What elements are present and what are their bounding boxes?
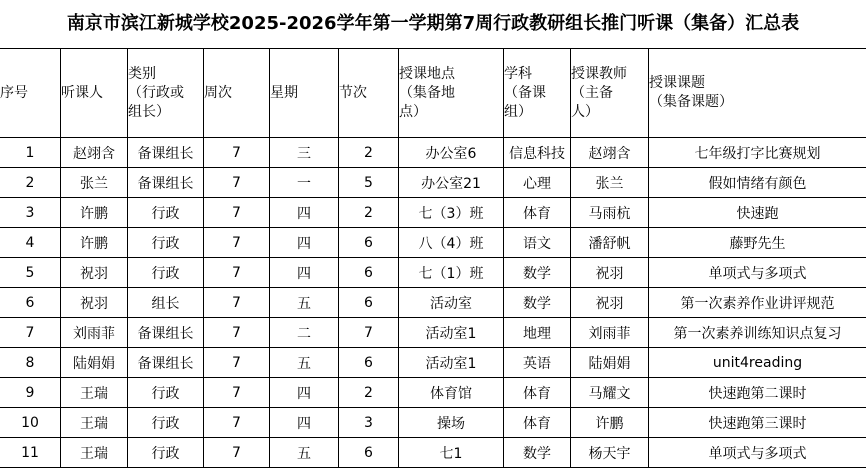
- cell-week: 7: [204, 138, 270, 168]
- cell-teacher: 祝羽: [571, 288, 649, 318]
- cell-weekday: 四: [270, 378, 339, 408]
- cell-category: 行政: [128, 378, 204, 408]
- cell-week: 7: [204, 378, 270, 408]
- cell-observer: 陆娟娟: [61, 348, 128, 378]
- header-col-index: [0, 49, 61, 138]
- cell-index: 7: [0, 318, 61, 348]
- table-row: [0, 348, 866, 378]
- cell-topic: 假如情绪有颜色: [649, 168, 866, 198]
- cell-week: 7: [204, 438, 270, 468]
- cell-location: 七（1）班: [399, 258, 504, 288]
- cell-period: 5: [339, 168, 399, 198]
- cell-topic: 快速跑第二课时: [649, 378, 866, 408]
- cell-observer: 王瑞: [61, 408, 128, 438]
- cell-index: 3: [0, 198, 61, 228]
- cell-category: 组长: [128, 288, 204, 318]
- header-col-topic: [649, 49, 866, 138]
- cell-weekday: 五: [270, 348, 339, 378]
- cell-subject: 地理: [504, 318, 571, 348]
- cell-week: 7: [204, 348, 270, 378]
- header-text: 序号: [0, 84, 28, 101]
- header-col-weekday: [270, 49, 339, 138]
- cell-subject: 心理: [504, 168, 571, 198]
- cell-index: 5: [0, 258, 61, 288]
- cell-category: 备课组长: [128, 138, 204, 168]
- header-text: 听课人: [61, 84, 103, 101]
- cell-index: 8: [0, 348, 61, 378]
- cell-location: 操场: [399, 408, 504, 438]
- header-text: 组长）: [128, 103, 170, 120]
- cell-location: 活动室1: [399, 318, 504, 348]
- table-row: [0, 258, 866, 288]
- cell-period: 6: [339, 258, 399, 288]
- cell-topic: 第一次素养训练知识点复习: [649, 318, 866, 348]
- table-row: [0, 228, 866, 258]
- cell-teacher: 赵翊含: [571, 138, 649, 168]
- cell-topic: 快速跑第三课时: [649, 408, 866, 438]
- cell-category: 行政: [128, 228, 204, 258]
- cell-index: 6: [0, 288, 61, 318]
- header-text: 周次: [204, 84, 232, 101]
- cell-period: 7: [339, 318, 399, 348]
- table-body: [0, 138, 866, 468]
- cell-category: 行政: [128, 198, 204, 228]
- cell-period: 6: [339, 228, 399, 258]
- header-text: 类别: [128, 65, 156, 82]
- cell-period: 6: [339, 438, 399, 468]
- cell-observer: 王瑞: [61, 378, 128, 408]
- header-col-location: [399, 49, 504, 138]
- header-text: （集备课题）: [649, 94, 733, 110]
- cell-teacher: 杨天宇: [571, 438, 649, 468]
- header-text: （集备地: [399, 84, 455, 101]
- cell-category: 备课组长: [128, 348, 204, 378]
- cell-weekday: 四: [270, 198, 339, 228]
- cell-weekday: 四: [270, 228, 339, 258]
- cell-location: 体育馆: [399, 378, 504, 408]
- table-row: [0, 378, 866, 408]
- cell-topic: 第一次素养作业讲评规范: [649, 288, 866, 318]
- cell-weekday: 四: [270, 408, 339, 438]
- cell-topic: unit4reading: [649, 348, 866, 378]
- cell-subject: 数学: [504, 438, 571, 468]
- cell-week: 7: [204, 228, 270, 258]
- header-col-category: [128, 49, 204, 138]
- cell-period: 2: [339, 378, 399, 408]
- header-text: （行政或: [128, 84, 184, 101]
- cell-location: 活动室: [399, 288, 504, 318]
- cell-location: 七（3）班: [399, 198, 504, 228]
- cell-weekday: 二: [270, 318, 339, 348]
- table-row: [0, 198, 866, 228]
- header-text: （主备: [571, 84, 613, 101]
- header-col-period: [339, 49, 399, 138]
- header-text: 节次: [339, 84, 367, 101]
- cell-observer: 许鹏: [61, 228, 128, 258]
- table-row: [0, 408, 866, 438]
- cell-weekday: 三: [270, 138, 339, 168]
- cell-teacher: 张兰: [571, 168, 649, 198]
- header-text: 组）: [504, 103, 532, 120]
- header-text: 授课地点: [399, 65, 455, 82]
- page-title: 南京市滨江新城学校2025-2026学年第一学期第7周行政教研组长推门听课（集备）汇总表: [66, 13, 800, 34]
- table-row: [0, 288, 866, 318]
- cell-index: 11: [0, 438, 61, 468]
- cell-topic: 快速跑: [649, 198, 866, 228]
- cell-location: 活动室1: [399, 348, 504, 378]
- cell-topic: 七年级打字比赛规划: [649, 138, 866, 168]
- header-col-week: [204, 49, 270, 138]
- cell-weekday: 四: [270, 258, 339, 288]
- header-text: 星期: [270, 84, 298, 101]
- table-row: [0, 318, 866, 348]
- cell-location: 办公室21: [399, 168, 504, 198]
- header-text: 人）: [571, 103, 599, 120]
- cell-subject: 体育: [504, 408, 571, 438]
- cell-observer: 祝羽: [61, 288, 128, 318]
- cell-subject: 信息科技: [504, 138, 571, 168]
- table-row: [0, 168, 866, 198]
- cell-observer: 许鹏: [61, 198, 128, 228]
- cell-teacher: 祝羽: [571, 258, 649, 288]
- cell-period: 2: [339, 198, 399, 228]
- cell-week: 7: [204, 288, 270, 318]
- cell-category: 备课组长: [128, 168, 204, 198]
- header-text: 授课课题: [649, 75, 705, 91]
- table-row: [0, 438, 866, 468]
- header-text: 点）: [399, 103, 427, 120]
- header-text: 学科: [504, 65, 532, 82]
- cell-week: 7: [204, 408, 270, 438]
- cell-category: 行政: [128, 408, 204, 438]
- cell-location: 八（4）班: [399, 228, 504, 258]
- cell-category: 行政: [128, 438, 204, 468]
- cell-period: 2: [339, 138, 399, 168]
- cell-subject: 语文: [504, 228, 571, 258]
- header-text: 授课教师: [571, 65, 627, 82]
- header-text: （备课: [504, 84, 546, 101]
- cell-week: 7: [204, 198, 270, 228]
- cell-observer: 张兰: [61, 168, 128, 198]
- cell-subject: 体育: [504, 198, 571, 228]
- cell-index: 9: [0, 378, 61, 408]
- summary-table: [0, 48, 866, 468]
- cell-index: 2: [0, 168, 61, 198]
- cell-period: 6: [339, 288, 399, 318]
- header-col-subject: [504, 49, 571, 138]
- cell-index: 4: [0, 228, 61, 258]
- cell-index: 10: [0, 408, 61, 438]
- cell-weekday: 五: [270, 288, 339, 318]
- cell-index: 1: [0, 138, 61, 168]
- cell-teacher: 刘雨菲: [571, 318, 649, 348]
- cell-teacher: 马耀文: [571, 378, 649, 408]
- header-row: [0, 49, 866, 138]
- cell-topic: 单项式与多项式: [649, 438, 866, 468]
- cell-teacher: 许鹏: [571, 408, 649, 438]
- cell-period: 3: [339, 408, 399, 438]
- cell-period: 6: [339, 348, 399, 378]
- header-col-teacher: [571, 49, 649, 138]
- cell-category: 备课组长: [128, 318, 204, 348]
- cell-teacher: 陆娟娟: [571, 348, 649, 378]
- cell-subject: 体育: [504, 378, 571, 408]
- cell-location: 办公室6: [399, 138, 504, 168]
- table-row: [0, 138, 866, 168]
- cell-observer: 王瑞: [61, 438, 128, 468]
- cell-category: 行政: [128, 258, 204, 288]
- cell-observer: 刘雨菲: [61, 318, 128, 348]
- cell-week: 7: [204, 318, 270, 348]
- cell-weekday: 一: [270, 168, 339, 198]
- cell-subject: 英语: [504, 348, 571, 378]
- cell-teacher: 潘舒帆: [571, 228, 649, 258]
- cell-week: 7: [204, 168, 270, 198]
- cell-subject: 数学: [504, 258, 571, 288]
- cell-week: 7: [204, 258, 270, 288]
- cell-observer: 赵翊含: [61, 138, 128, 168]
- cell-topic: 藤野先生: [649, 228, 866, 258]
- cell-location: 七1: [399, 438, 504, 468]
- cell-observer: 祝羽: [61, 258, 128, 288]
- cell-weekday: 五: [270, 438, 339, 468]
- header-col-observer: [61, 49, 128, 138]
- cell-topic: 单项式与多项式: [649, 258, 866, 288]
- cell-subject: 数学: [504, 288, 571, 318]
- cell-teacher: 马雨杭: [571, 198, 649, 228]
